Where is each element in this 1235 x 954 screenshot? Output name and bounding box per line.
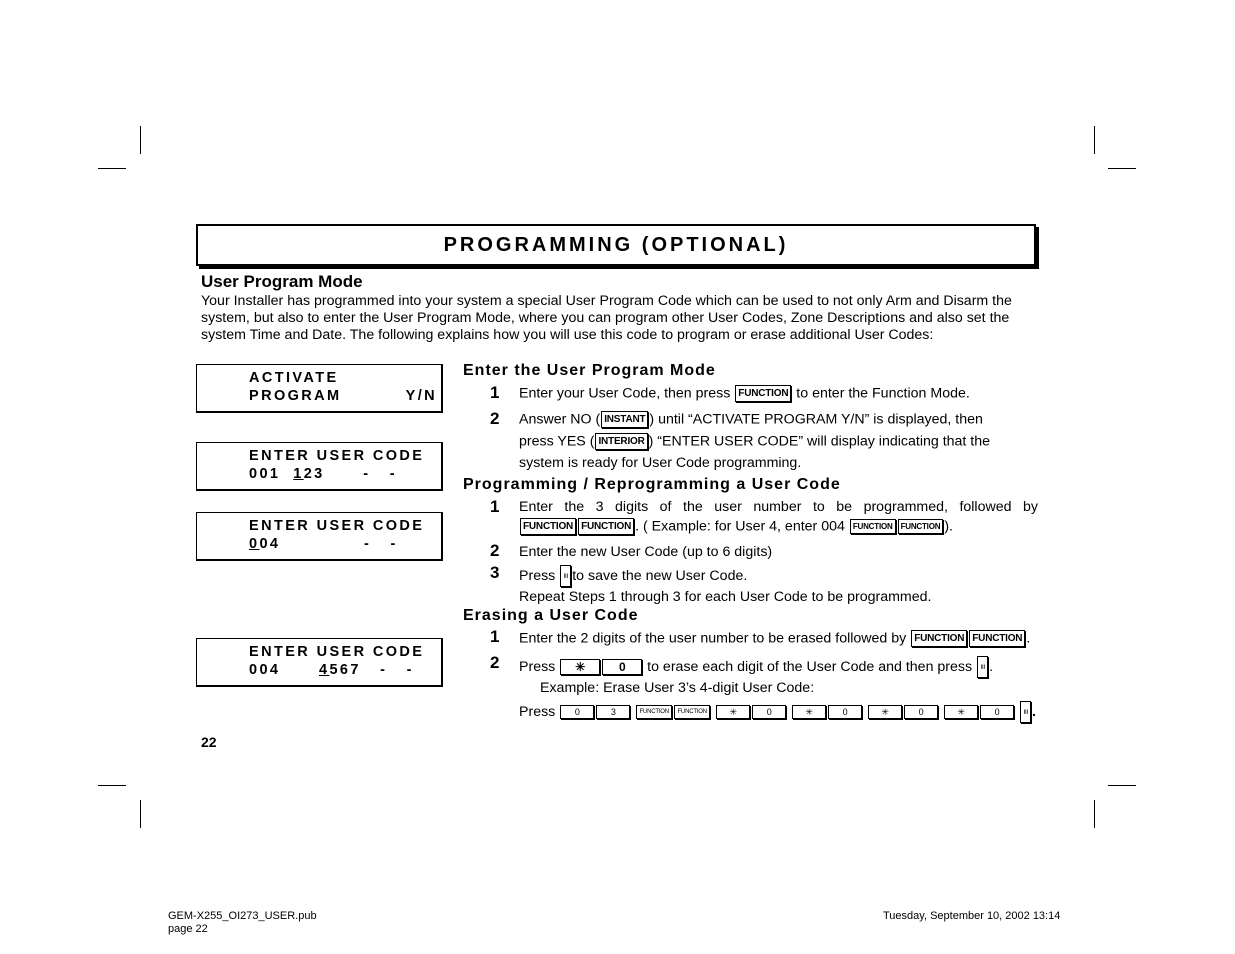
step-text: Enter the 3 digits of the user number to be programmed, followed by [519,499,1038,515]
step-text-part: press YES ( [519,433,595,450]
star-key-icon: ✳ [868,705,902,719]
step-text-part: . [1026,630,1031,647]
star-key-icon: ✳ [716,705,750,719]
step-text-part: Press [519,567,556,584]
zero-key-icon: 0 [904,705,938,719]
lcd-text: 04 - - [259,536,398,552]
section-title: User Program Mode [201,272,363,291]
lcd-line-2 [249,466,397,482]
step-number: 2 [490,409,500,428]
crop-mark [1108,168,1136,169]
crop-mark [140,800,141,828]
interior-key-icon: INTERIOR [595,433,647,450]
lcd-line-2: PROGRAM [249,388,342,404]
lcd-display-enter-code-001 [196,442,443,491]
intro-paragraph: Your Installer has programmed into your system a special User Program Code which can be used to not only Arm and Disarm the system, but also to enter the User Program Mode, where you can program other User Codes, Zone Descriptions and also set the system Time and Date. The following explains how you will use this code to program or erase additional User Codes: [201,293,1012,343]
step-text-part: Enter the [519,630,577,647]
lcd-display-enter-code-004 [196,512,443,561]
step-text-part: ) “ENTER USER CODE” will display indicating that the [648,433,991,450]
example-text: Example: Erase User 3’s 4-digit User Code: [540,680,815,696]
step-text [519,433,990,450]
crop-mark [140,126,141,154]
lcd-line-1: ENTER USER CODE [249,644,425,660]
page-number: 22 [201,734,217,750]
heading-programming: Programming / Reprogramming a User Code [463,476,841,493]
lcd-yn: Y/N [405,388,437,404]
lcd-text: 004 [249,662,319,678]
step-text: Enter the new User Code (up to 6 digits) [519,544,773,560]
three-key-icon: 3 [596,705,630,719]
crop-mark [98,168,126,169]
step-text-part: 2 digits of the user number to be erased followed by [576,630,907,647]
step-text-part: to enter the Function Mode. [792,385,970,402]
step-text-part: . [989,658,994,675]
footer-date: Tuesday, September 10, 2002 13:14 [883,910,1061,922]
step-text-part: . ( Example: for User 4, enter 004 [635,518,845,535]
save-key-icon: ≡ [977,656,988,678]
lcd-line-2 [249,662,414,678]
step-text-part: . [1031,703,1036,720]
function-key-icon: FUNCTION [735,385,791,402]
lcd-cursor: 1 [293,466,304,482]
crop-mark [1094,126,1095,154]
zero-key-icon: 0 [828,705,862,719]
step-text: Repeat Steps 1 through 3 for each User Code to be programmed. [519,589,932,605]
zero-key-icon: 0 [560,705,594,719]
step-text [519,656,993,678]
function-key-icon: FUNCTION [520,518,576,535]
save-key-icon: ≡ [560,565,571,587]
step-text [519,518,953,535]
instant-key-icon: INSTANT [601,411,648,428]
function-key-icon: FUNCTION [578,518,634,535]
function-key-icon: FUNCTION [636,705,672,719]
zero-key-icon: 0 [602,659,642,675]
star-key-icon: ✳ [560,659,600,675]
step-text-part: Enter your User Code, then press [519,385,731,402]
step-text [519,411,1038,428]
lcd-cursor: 4 [318,662,330,678]
footer-file [168,910,317,936]
function-key-icon: FUNCTION [850,519,896,534]
lcd-line-2 [249,536,398,552]
crop-mark [1108,785,1136,786]
step-text-part: Press [519,658,556,675]
function-key-icon: FUNCTION [969,630,1025,647]
save-key-icon: ≡ [1020,701,1031,723]
step-text-part: Answer NO ( [519,411,601,428]
lcd-display-activate [196,364,443,413]
step-number: 1 [490,497,500,516]
step-text [519,385,970,402]
crop-mark [1094,800,1095,828]
zero-key-icon: 0 [752,705,786,719]
example-key-sequence [519,701,1036,723]
step-text: system is ready for User Code programming. [519,455,802,471]
heading-erasing: Erasing a User Code [463,607,639,624]
step-text-part: Press [519,703,556,720]
function-key-icon: FUNCTION [911,630,967,647]
lcd-line-1: ACTIVATE [249,370,339,386]
footer-filename: GEM-X255_OI273_USER.pub [168,910,317,922]
footer-page: page 22 [168,923,208,935]
step-text-part: to save the new User Code. [572,567,748,584]
zero-key-icon: 0 [980,705,1014,719]
crop-mark [98,785,126,786]
star-key-icon: ✳ [792,705,826,719]
step-number: 3 [490,563,500,582]
lcd-text: 23 - - [303,466,397,482]
step-number: 1 [490,627,500,646]
step-number: 2 [490,653,500,672]
star-key-icon: ✳ [944,705,978,719]
lcd-line-1: ENTER USER CODE [249,448,425,464]
step-number: 2 [490,541,500,560]
lcd-text: 001 [249,466,294,482]
page-banner: PROGRAMMING (OPTIONAL) [196,224,1036,266]
step-number: 1 [490,383,500,402]
step-text-part: to erase each digit of the User Code and then press [643,658,973,675]
lcd-line-1: ENTER USER CODE [249,518,425,534]
step-text-part: ). [944,518,953,535]
step-text [519,565,747,587]
step-text-part [519,411,983,428]
function-key-icon: FUNCTION [898,519,944,534]
lcd-display-erase-004 [196,638,443,687]
step-text [519,630,1030,647]
lcd-text: 567 - - [329,662,414,678]
lcd-cursor: 0 [249,536,260,552]
heading-enter-mode: Enter the User Program Mode [463,362,716,379]
function-key-icon: FUNCTION [674,705,710,719]
step-text-part: ) until “ACTIVATE PROGRAM Y/N” is displayed, then [649,411,983,428]
